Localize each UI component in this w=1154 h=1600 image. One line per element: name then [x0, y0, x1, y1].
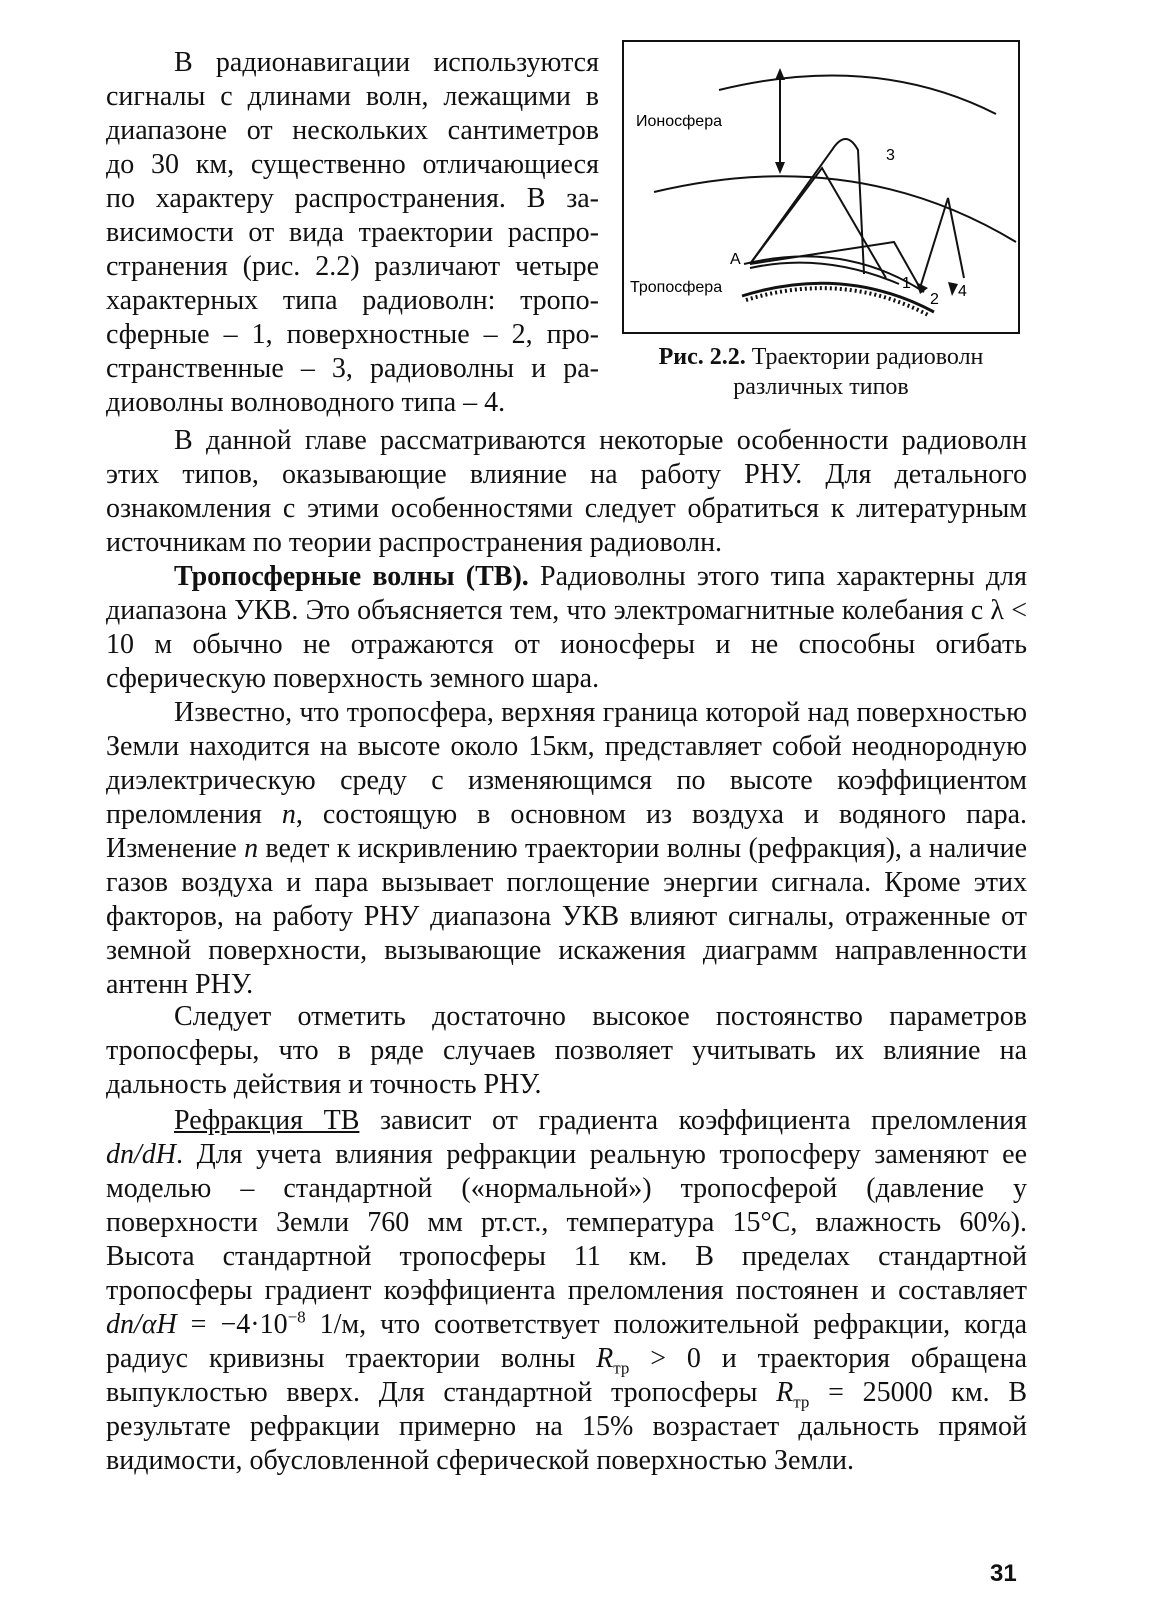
paragraph-text: 1/м, что соответствует положительной рефракции, когда радиус кривизны траектории волны [106, 1309, 1028, 1374]
ionosphere-label: Ионосфера [636, 113, 722, 130]
wave-1-label: 1 [902, 275, 911, 292]
page-number: 31 [990, 1560, 1017, 1587]
paragraph-text: Известно, что тропосфера, верхняя граница которой над поверхностью Земли находится на высоте около 15км, представляет собой неоднородную диэлектрическую среду с изменяющимся по высоте коэффициентом преломления [106, 697, 1027, 830]
symbol-n: n [244, 833, 259, 864]
intro-line: висимости от вида траектории распро- [106, 217, 599, 248]
intro-line: сигналы с длинами волн, лежащими в [106, 81, 599, 112]
earth-hatching [746, 288, 930, 316]
paragraph-text: зависит от градиента коэффициента преломления [359, 1105, 1027, 1136]
intro-line: В радионавигации используются [174, 47, 599, 78]
troposphere-label: Тропосфера [630, 279, 723, 296]
paragraph-refraction [106, 1104, 1027, 1478]
wave-1-path [750, 263, 899, 284]
wave-4-label: 4 [958, 283, 967, 300]
paragraph-text: = 25000 км. В результате рефракции примерно на 15% возрастает дальность прямой видимости, обусловленной сферической поверхностью Земли. [106, 1377, 1028, 1476]
formula-exponent: −8 [287, 1307, 306, 1327]
arrow-head-4 [948, 282, 958, 296]
formula-value: = −4·10 [176, 1309, 288, 1340]
point-a-label: A [730, 251, 741, 268]
subscript-tr: тр [793, 1392, 810, 1412]
wave-3-label: 3 [886, 147, 895, 164]
trajectory-diagram [624, 42, 1022, 336]
underlined-term: Рефракция ТВ [174, 1105, 360, 1136]
paragraph-tropospheric-waves [106, 560, 1027, 696]
intro-line: странственные – 3, радиоволны и ра- [106, 353, 599, 384]
ionosphere-lower-boundary [654, 176, 1016, 242]
paragraph-text: Радиоволны этого типа характерны для диапазона УКВ. Это объясняется тем, что электромагнитные колебания с λ < 10 м обычно не отражаются от ионосферы и не способны огибать сферическую поверхность земного шара. [106, 561, 1027, 694]
paragraph-text: ведет к искривлению траектории волны (рефракция), а наличие газов воздуха и пара вызывает поглощение энергии сигнала. Кроме этих факторов, на работу РНУ диапазона УКВ влияют сигналы, отраженные от земной поверхности, вызывающие искажения диаграмм направленности антенн РНУ. [106, 833, 1027, 1000]
caption-text: Траектории радиоволн различных типов [733, 344, 984, 400]
intro-line: до 30 км, существенно отличающиеся [106, 149, 599, 180]
paragraph: В данной главе рассматриваются некоторые особенности радиоволн этих типов, оказывающие влияние на работу РНУ. Для детального ознакомления с этими особенностями следует обратиться к литературным источникам по теории распространения радиоволн. [106, 425, 1027, 558]
intro-line: диоволны волноводного типа – 4. [106, 387, 506, 418]
formula-dndh: dn/dH [106, 1139, 176, 1170]
paragraph-text: > 0 и траектория обращена выпуклостью вверх. Для стандартной тропосферы [106, 1343, 1028, 1408]
intro-line: диапазоне от нескольких сантиметров [106, 115, 599, 146]
arrow-head-down [775, 162, 785, 174]
figure-caption [622, 342, 1020, 402]
symbol-r: R [596, 1343, 614, 1374]
arrow-head-up [775, 68, 785, 80]
wave-4-path [750, 198, 964, 288]
caption-number: Рис. 2.2. [658, 344, 746, 370]
subscript-tr: тр [613, 1358, 630, 1378]
paragraph-text: . Для учета влияния рефракции реальную тропосферу заменяют ее моделью – стандартной («нормальной») тропосферой (давление у поверхности Земли 760 мм рт.ст., температура 15°С, влажность 60%). Высота стандартной тропосферы 11 км. В пределах стандартной тропосферы градиент коэффициента преломления постоянен и составляет [106, 1139, 1027, 1306]
intro-line: сферные – 1, поверхностные – 2, про- [106, 319, 599, 350]
wave-2-label: 2 [930, 291, 939, 308]
intro-line: по характеру распространения. В за- [106, 183, 599, 214]
paragraph [106, 696, 1027, 1002]
figure-radio-trajectories [622, 40, 1020, 334]
formula-gradient: dn/αH [106, 1309, 177, 1340]
intro-line: характерных типа радиоволн: тропо- [106, 285, 599, 316]
paragraph: Следует отметить достаточно высокое постоянство параметров тропосферы, что в ряде случаев позволяет учитывать их влияние на дальность действия и точность РНУ. [106, 1001, 1027, 1100]
intro-paragraph [106, 46, 599, 420]
ionosphere-upper-boundary [719, 76, 996, 114]
section-heading: Тропосферные волны (ТВ). [174, 561, 529, 592]
paragraph-text: , состоящую в основном из воздуха и водяного пара. Изменение [106, 799, 1027, 864]
symbol-r: R [776, 1377, 794, 1408]
wave-3-path [750, 139, 864, 274]
symbol-n: n [281, 799, 296, 830]
intro-line: странения (рис. 2.2) различают четыре [106, 251, 599, 282]
